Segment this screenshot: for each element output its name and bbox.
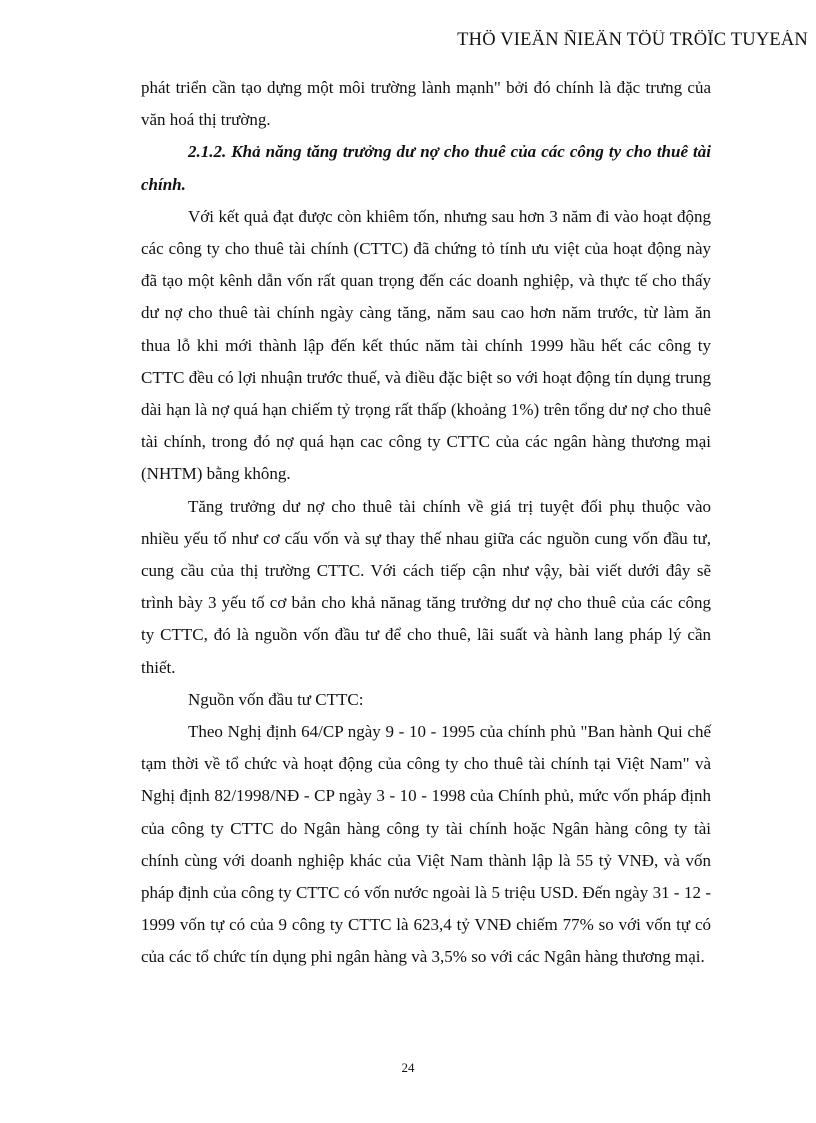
body-paragraph: Tăng trưởng dư nợ cho thuê tài chính về giá trị tuyệt đối phụ thuộc vào nhiều yếu tố như cơ cấu vốn và sự thay thế nhau giữa các nguồn cung vốn đầu tư, cung cầu của thị trường CTTC. Với cách tiếp cận như vậy, bài viết dưới đây sẽ trình bày 3 yếu tố cơ bản cho khả nănag tăng trưởng dư nợ cho thuê của các công ty CTTC, đó là nguồn vốn đầu tư để cho thuê, lãi suất và hành lang pháp lý cần thiết.	[141, 496, 711, 677]
body-paragraph: Theo Nghị định 64/CP ngày 9 - 10 - 1995 của chính phủ "Ban hành Qui chế tạm thời về tổ chức và hoạt động của công ty cho thuê tài chính tại Việt Nam" và Nghị định 82/1998/NĐ - CP ngày 3 - 10 - 1998 của Chính phủ, mức vốn pháp định của công ty CTTC do Ngân hàng công ty tài chính hoặc Ngân hàng công ty tài chính cùng với doanh nghiệp khác của Việt Nam thành lập là 55 tỷ VNĐ, và vốn pháp định của công ty CTTC có vốn nước ngoài là 5 triệu USD. Đến ngày 31 - 12 - 1999 vốn tự có của 9 công ty CTTC là 623,4 tỷ VNĐ chiếm 77% so với vốn tự có của các tổ chức tín dụng phi ngân hàng và 3,5% so với các Ngân hàng thương mại.	[141, 722, 711, 967]
continuation-paragraph: phát triển cần tạo dựng một môi trường lành mạnh" bởi đó chính là đặc trưng của văn hoá thị trường.	[141, 78, 711, 130]
page-header	[0, 30, 816, 62]
page-number: 24	[401, 1060, 415, 1075]
section-heading: 2.1.2. Khả năng tăng trưởng dư nợ cho thuê của các công ty cho thuê tài chính.	[141, 142, 711, 194]
body-paragraph: Với kết quả đạt được còn khiêm tốn, nhưng sau hơn 3 năm đi vào hoạt động các công ty cho thuê tài chính (CTTC) đã chứng tỏ tính ưu việt của hoạt động này đã tạo một kênh dẫn vốn rất quan trọng đến các doanh nghiệp, và thực tế cho thấy dư nợ cho thuê tài chính ngày càng tăng, năm sau cao hơn năm trước, từ làm ăn thua lỗ khi mới thành lập đến kết thúc năm tài chính 1999 hầu hết các công ty CTTC đều có lợi nhuận trước thuế, và điều đặc biệt so với hoạt động tín dụng trung dài hạn là nợ quá hạn chiếm tỷ trọng rất thấp (khoảng 1%) trên tổng dư nợ cho thuê tài chính, trong đó nợ quá hạn cac công ty CTTC của các ngân hàng thương mại (NHTM) bằng không.	[141, 206, 711, 484]
page-body	[141, 72, 711, 974]
header-title: THÖ VIEÄN ÑIEÄN TÖÛ TRÖÏC TUYEÁN	[457, 30, 808, 50]
subsection-label: Nguồn vốn đầu tư CTTC:	[188, 689, 364, 709]
